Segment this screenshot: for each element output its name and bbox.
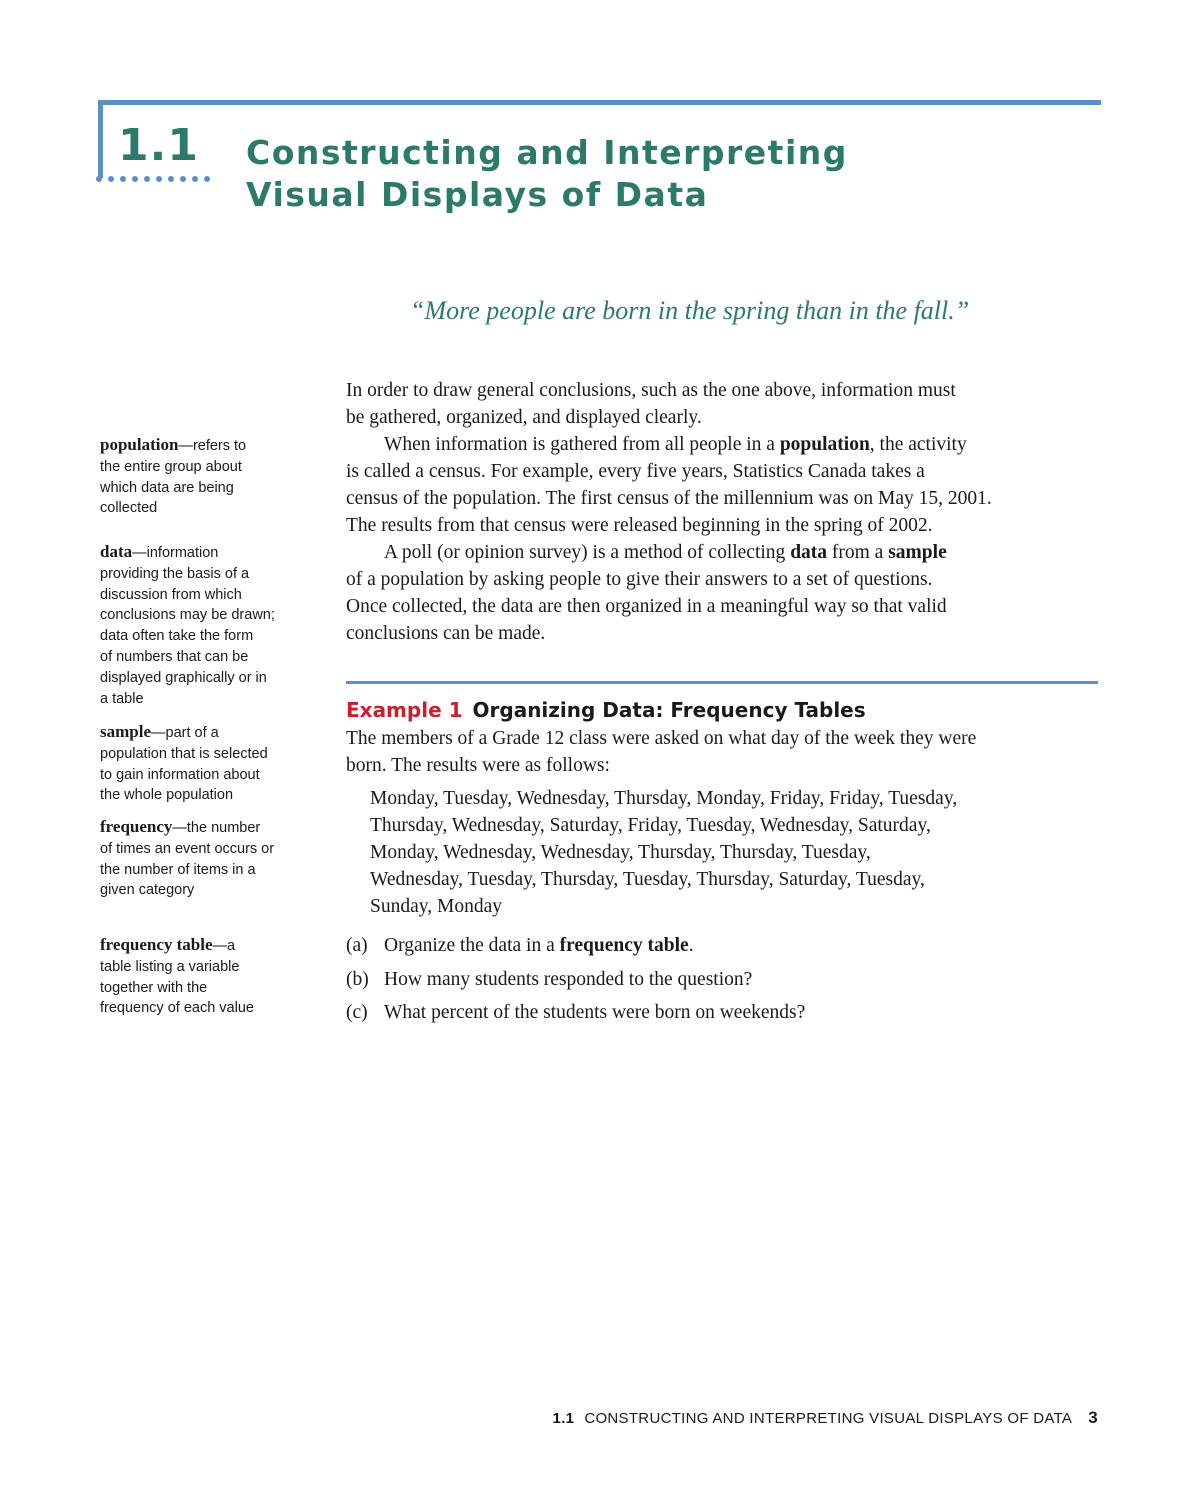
glossary-data xyxy=(100,542,315,709)
footer-running-title: CONSTRUCTING AND INTERPRETING VISUAL DISPLAYS OF DATA xyxy=(584,1410,1073,1427)
glossary-def-line: a table xyxy=(100,690,144,707)
header-top-rule xyxy=(98,100,1101,105)
glossary-term: frequency xyxy=(100,817,173,836)
glossary-def-line: frequency of each value xyxy=(100,1000,254,1017)
body-line: census of the population. The first census of the millennium was on May 15, 2001. xyxy=(346,488,992,509)
section-title xyxy=(246,132,848,216)
body-text: , the activity xyxy=(869,434,967,455)
glossary-def-line: which data are being xyxy=(100,479,234,496)
question-text: What percent of the students were born on weekends? xyxy=(384,1002,806,1023)
intro-paragraphs xyxy=(346,377,1106,647)
body-line: be gathered, organized, and displayed clearly. xyxy=(346,407,702,428)
glossary-term: frequency table xyxy=(100,935,213,954)
data-line: Monday, Wednesday, Wednesday, Thursday, Thursday, Tuesday, xyxy=(370,842,871,863)
data-line: Monday, Tuesday, Wednesday, Thursday, Monday, Friday, Friday, Tuesday, xyxy=(370,788,958,809)
section-title-line-2: Visual Displays of Data xyxy=(246,175,709,214)
body-line: In order to draw general conclusions, such as the one above, information must xyxy=(346,380,956,401)
term-sample: sample xyxy=(888,542,947,563)
data-line: Sunday, Monday xyxy=(370,896,502,917)
glossary-def-line: collected xyxy=(100,500,158,517)
example-intro xyxy=(346,725,1106,779)
body-line: is called a census. For example, every five years, Statistics Canada takes a xyxy=(346,461,925,482)
glossary-def-line: the number of items in a xyxy=(100,861,256,878)
body-text: from a xyxy=(827,542,889,563)
body-line: of a population by asking people to give their answers to a set of questions. xyxy=(346,569,933,590)
section-title-line-1: Constructing and Interpreting xyxy=(246,133,848,172)
glossary-def-line: the entire group about xyxy=(100,458,242,475)
glossary-def-line: providing the basis of a xyxy=(100,565,250,582)
glossary-def-line: conclusions may be drawn; xyxy=(100,607,275,624)
glossary-def: —the number xyxy=(172,820,261,836)
term-frequency-table: frequency table xyxy=(559,935,689,956)
section-number: 1.1 xyxy=(118,120,199,171)
body-line: Once collected, the data are then organized in a meaningful way so that valid xyxy=(346,596,947,617)
data-line: Thursday, Wednesday, Saturday, Friday, Tuesday, Wednesday, Saturday, xyxy=(370,815,931,836)
example-data-list xyxy=(370,785,1090,920)
glossary-def-line: data often take the form xyxy=(100,628,254,645)
glossary-def-line: to gain information about xyxy=(100,766,260,783)
glossary-frequency-table xyxy=(100,935,315,1019)
body-line xyxy=(346,539,1106,566)
glossary-def-line: of times an event occurs or xyxy=(100,840,275,857)
glossary-frequency xyxy=(100,817,315,901)
header-left-rule xyxy=(98,100,103,178)
glossary-def: —a xyxy=(212,938,236,954)
glossary-term: data xyxy=(100,542,133,561)
example-label: Example 1 xyxy=(346,698,463,722)
term-data: data xyxy=(790,542,828,563)
glossary-def-line: discussion from which xyxy=(100,586,242,603)
glossary-def-line: together with the xyxy=(100,979,208,996)
opening-quote: “More people are born in the spring than in the fall.” xyxy=(410,296,970,325)
question-letter: (a) xyxy=(346,935,368,956)
question-text: . xyxy=(688,935,694,956)
question-letter: (b) xyxy=(346,969,369,990)
question-c xyxy=(346,999,805,1026)
question-text: Organize the data in a xyxy=(384,935,560,956)
question-text: How many students responded to the question? xyxy=(384,969,753,990)
question-b xyxy=(346,966,752,993)
glossary-def-line: the whole population xyxy=(100,787,234,804)
example-heading xyxy=(346,698,866,722)
body-line: born. The results were as follows: xyxy=(346,755,610,776)
body-text: A poll (or opinion survey) is a method of collecting xyxy=(384,542,791,563)
glossary-sample xyxy=(100,722,315,806)
glossary-def: —information xyxy=(132,545,219,561)
glossary-term: sample xyxy=(100,722,151,741)
question-letter: (c) xyxy=(346,1002,368,1023)
glossary-def-line: of numbers that can be xyxy=(100,648,249,665)
page-number: 3 xyxy=(1088,1408,1098,1427)
example-title: Organizing Data: Frequency Tables xyxy=(472,698,866,722)
body-text: When information is gathered from all people in a xyxy=(384,434,780,455)
glossary-def: —part of a xyxy=(151,725,219,741)
body-line: The members of a Grade 12 class were asked on what day of the week they were xyxy=(346,728,977,749)
page-footer xyxy=(553,1408,1098,1428)
glossary-def-line: given category xyxy=(100,882,195,899)
question-a xyxy=(346,932,694,959)
glossary-def-line: table listing a variable xyxy=(100,958,240,975)
glossary-def: —refers to xyxy=(178,438,247,454)
term-population: population xyxy=(779,434,870,455)
body-line: conclusions can be made. xyxy=(346,623,546,644)
body-line: The results from that census were released beginning in the spring of 2002. xyxy=(346,515,933,536)
footer-section-number: 1.1 xyxy=(552,1410,575,1427)
glossary-term: population xyxy=(100,435,179,454)
body-line xyxy=(346,431,1106,458)
glossary-def-line: population that is selected xyxy=(100,745,268,762)
example-divider xyxy=(346,681,1098,684)
data-line: Wednesday, Tuesday, Thursday, Tuesday, Thursday, Saturday, Tuesday, xyxy=(370,869,925,890)
header-dot-row xyxy=(96,176,210,182)
glossary-def-line: displayed graphically or in xyxy=(100,669,267,686)
glossary-population xyxy=(100,435,315,519)
